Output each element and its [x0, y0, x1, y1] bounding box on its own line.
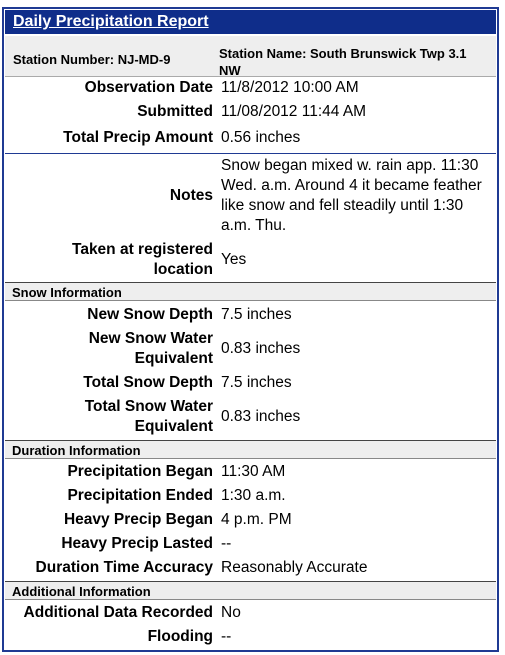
station-number: Station Number: NJ-MD-9: [13, 52, 171, 67]
total-snow-depth-label: Total Snow Depth: [83, 374, 213, 391]
registered-location-label: Taken at registered location: [72, 241, 213, 278]
heavy-precip-lasted-label: Heavy Precip Lasted: [61, 535, 213, 552]
report-title-bar: [5, 10, 496, 34]
precipitation-report: [2, 7, 499, 652]
precip-began-value: 11:30 AM: [221, 463, 286, 480]
snow-section-header: [5, 282, 496, 301]
additional-section-title: Additional Information: [12, 584, 151, 599]
duration-accuracy-label: Duration Time Accuracy: [35, 559, 213, 576]
divider: [5, 153, 496, 154]
precip-ended-label: Precipitation Ended: [67, 487, 213, 504]
total-snow-swe-label: Total Snow Water Equivalent: [84, 398, 213, 435]
duration-section-header: [5, 440, 496, 459]
additional-section-header: [5, 581, 496, 600]
observation-date-label: Observation Date: [84, 79, 213, 96]
total-snow-swe-value: 0.83 inches: [221, 408, 301, 425]
flooding-label: Flooding: [147, 628, 213, 645]
new-snow-swe-value: 0.83 inches: [221, 340, 301, 357]
observation-date-value: 11/8/2012 10:00 AM: [221, 79, 359, 96]
total-snow-depth-value: 7.5 inches: [221, 374, 292, 391]
station-info-bar: [5, 36, 496, 77]
new-snow-swe-label: New Snow Water Equivalent: [88, 330, 213, 367]
heavy-precip-began-label: Heavy Precip Began: [63, 511, 213, 528]
precip-began-label: Precipitation Began: [67, 463, 213, 480]
station-name: Station Name: South Brunswick Twp 3.1 NW: [219, 46, 467, 78]
additional-data-label: Additional Data Recorded: [23, 604, 213, 621]
snow-section-title: Snow Information: [12, 285, 122, 300]
notes-label: Notes: [169, 187, 213, 204]
precip-ended-value: 1:30 a.m.: [221, 487, 286, 504]
heavy-precip-began-value: 4 p.m. PM: [221, 511, 292, 528]
submitted-label: Submitted: [137, 103, 213, 120]
registered-location-value: Yes: [221, 251, 247, 268]
heavy-precip-lasted-value: --: [221, 535, 232, 552]
additional-data-value: No: [221, 604, 241, 621]
total-precip-label: Total Precip Amount: [63, 129, 213, 146]
new-snow-depth-value: 7.5 inches: [221, 306, 292, 323]
submitted-value: 11/08/2012 11:44 AM: [221, 103, 367, 120]
flooding-value: --: [221, 628, 232, 645]
new-snow-depth-label: New Snow Depth: [87, 306, 213, 323]
duration-section-title: Duration Information: [12, 443, 141, 458]
duration-accuracy-value: Reasonably Accurate: [221, 559, 368, 576]
notes-value: Snow began mixed w. rain app. 11:30 Wed. a.m. Around 4 it became feather like snow and fell steadily until 1:30 a.m. Thu.: [221, 157, 482, 234]
report-title-link[interactable]: Daily Precipitation Report: [13, 13, 209, 30]
total-precip-value: 0.56 inches: [221, 129, 301, 146]
